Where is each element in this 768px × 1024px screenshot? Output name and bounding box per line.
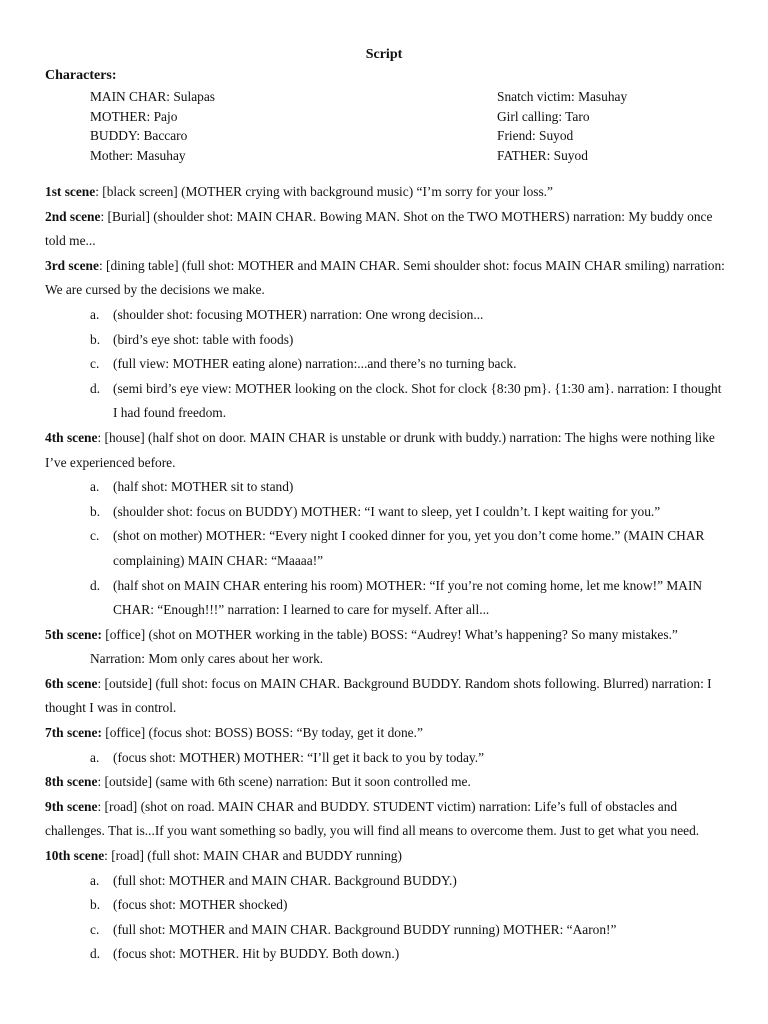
shot-item	[45, 475, 725, 500]
shot-marker: b.	[90, 331, 101, 347]
character-entry: Mother: Masuhay	[90, 147, 186, 163]
scene-3	[45, 254, 725, 303]
scene-description: [office] (focus shot: BOSS) BOSS: “By today, get it done.”	[105, 725, 423, 741]
character-entry: BUDDY: Baccaro	[90, 128, 188, 143]
shot-item	[45, 524, 725, 573]
shot-description: (focus shot: MOTHER) MOTHER: “I’ll get it back to you by today.”	[113, 749, 485, 765]
shot-description: (bird’s eye shot: table with foods)	[113, 331, 294, 347]
shot-marker: b.	[90, 897, 101, 913]
shot-marker: c.	[90, 921, 100, 937]
shot-item	[45, 377, 725, 426]
shot-item	[45, 942, 725, 967]
shot-description: (focus shot: MOTHER shocked)	[113, 897, 288, 913]
shot-description: (focus shot: MOTHER. Hit by BUDDY. Both down.)	[113, 946, 400, 962]
scene-label: 8th scene	[45, 774, 98, 790]
shot-item	[45, 918, 725, 943]
scene-label: 10th scene	[45, 848, 105, 864]
shot-marker: d.	[90, 946, 101, 962]
character-entry: Girl calling: Taro	[497, 108, 590, 124]
scene-9	[45, 795, 725, 844]
shot-item	[45, 893, 725, 918]
scene-description: [outside] (full shot: focus on MAIN CHAR. Background BUDDY. Random shots following. Blurred) narration: I thought I was in control.	[45, 675, 712, 716]
shot-marker: c.	[90, 528, 100, 544]
document-title: Script	[365, 47, 403, 62]
shot-description: (semi bird’s eye view: MOTHER looking on the clock. Shot for clock {8:30 pm}. {1:30 am}. narration: I thought I had found freedom.	[113, 380, 722, 421]
scene-description: [black screen] (MOTHER crying with background music) “I’m sorry for your loss.”	[102, 184, 553, 199]
shot-marker: c.	[90, 356, 100, 372]
shot-marker: a.	[90, 306, 100, 322]
scene-2	[45, 205, 725, 254]
scene-label: 9th scene	[45, 798, 98, 814]
shot-item	[45, 500, 725, 525]
scene-1	[45, 180, 725, 205]
scene-5	[45, 623, 725, 648]
scene-6	[45, 672, 725, 721]
scene-description: [outside] (same with 6th scene) narration: But it soon controlled me.	[104, 774, 471, 790]
scene-label: 3rd scene	[45, 257, 99, 273]
scene-label: 6th scene	[45, 675, 98, 691]
scene-separator: :	[95, 184, 103, 199]
scene-separator: :	[97, 774, 105, 790]
scene-continuation: Narration: Mom only cares about her work.	[90, 651, 324, 667]
shot-item	[45, 352, 725, 377]
scene-separator: :	[104, 848, 112, 864]
scene-description: [office] (shot on MOTHER working in the table) BOSS: “Audrey! What’s happening? So many mistakes.”	[105, 626, 678, 642]
shot-marker: d.	[90, 577, 101, 593]
scene-label: 2nd scene	[45, 208, 101, 224]
shot-description: (half shot: MOTHER sit to stand)	[113, 479, 294, 495]
scene-label: 4th scene	[45, 429, 98, 445]
scene-label: 5th scene:	[45, 626, 102, 642]
scene-4	[45, 426, 725, 475]
character-entry: Friend: Suyod	[497, 128, 574, 143]
characters-heading: Characters:	[45, 68, 117, 83]
shot-item	[45, 574, 725, 623]
shot-item	[45, 746, 725, 771]
characters-right-column	[497, 87, 627, 165]
scene-label: 1st scene	[45, 184, 96, 199]
shot-item	[45, 303, 725, 328]
scene-description: [road] (shot on road. MAIN CHAR and BUDDY. STUDENT victim) narration: Life’s full of obstacles and challenges. That is...If you want something so badly, you will find all means to overcome them. Just to get what you need.	[45, 798, 700, 839]
scene-separator: :	[100, 208, 108, 224]
shot-marker: b.	[90, 503, 101, 519]
scene-7	[45, 721, 725, 746]
character-entry: MAIN CHAR: Sulapas	[90, 89, 215, 104]
scene-description: [house] (half shot on door. MAIN CHAR is unstable or drunk with buddy.) narration: The highs were nothing like I’ve experienced before.	[45, 429, 715, 470]
character-entry: MOTHER: Pajo	[90, 108, 178, 124]
scene-label: 7th scene:	[45, 725, 102, 741]
shot-marker: d.	[90, 380, 101, 396]
shot-description: (full shot: MOTHER and MAIN CHAR. Background BUDDY running) MOTHER: “Aaron!”	[113, 921, 617, 937]
shot-item	[45, 869, 725, 894]
shot-marker: a.	[90, 749, 100, 765]
shot-marker: a.	[90, 479, 100, 495]
character-entry: FATHER: Suyod	[497, 147, 588, 163]
scene-separator: :	[97, 798, 105, 814]
shot-description: (half shot on MAIN CHAR entering his room) MOTHER: “If you’re not coming home, let me know!” MAIN CHAR: “Enough!!!” narration: I learned to care for myself. After all...	[113, 577, 703, 618]
scene-description: [road] (full shot: MAIN CHAR and BUDDY running)	[111, 848, 402, 864]
shot-description: (shoulder shot: focus on BUDDY) MOTHER: “I want to sleep, yet I couldn’t. I kept waiting for you.”	[113, 503, 661, 519]
shot-description: (full shot: MOTHER and MAIN CHAR. Background BUDDY.)	[113, 872, 457, 888]
scene-list	[45, 180, 725, 967]
scene-8	[45, 770, 725, 795]
shot-description: (full view: MOTHER eating alone) narration:...and there’s no turning back.	[113, 356, 517, 372]
scene-separator: :	[97, 675, 105, 691]
scene-description: [dining table] (full shot: MOTHER and MAIN CHAR. Semi shoulder shot: focus MAIN CHAR smiling) narration: We are cursed by the decisions we make.	[45, 257, 725, 298]
shot-item	[45, 328, 725, 353]
scene-10	[45, 844, 725, 869]
scene-separator: :	[98, 257, 107, 273]
characters-left-column	[90, 87, 215, 165]
scene-description: [Burial] (shoulder shot: MAIN CHAR. Bowing MAN. Shot on the TWO MOTHERS) narration: My buddy once told me...	[45, 208, 713, 249]
shot-marker: a.	[90, 872, 100, 888]
shot-description: (shot on mother) MOTHER: “Every night I cooked dinner for you, yet you don’t come home.” (MAIN CHAR complaining) MAIN CHAR: “Maaaa!”	[113, 528, 705, 568]
scene-separator: :	[97, 429, 105, 445]
shot-description: (shoulder shot: focusing MOTHER) narration: One wrong decision...	[113, 306, 484, 322]
character-entry: Snatch victim: Masuhay	[497, 89, 628, 104]
